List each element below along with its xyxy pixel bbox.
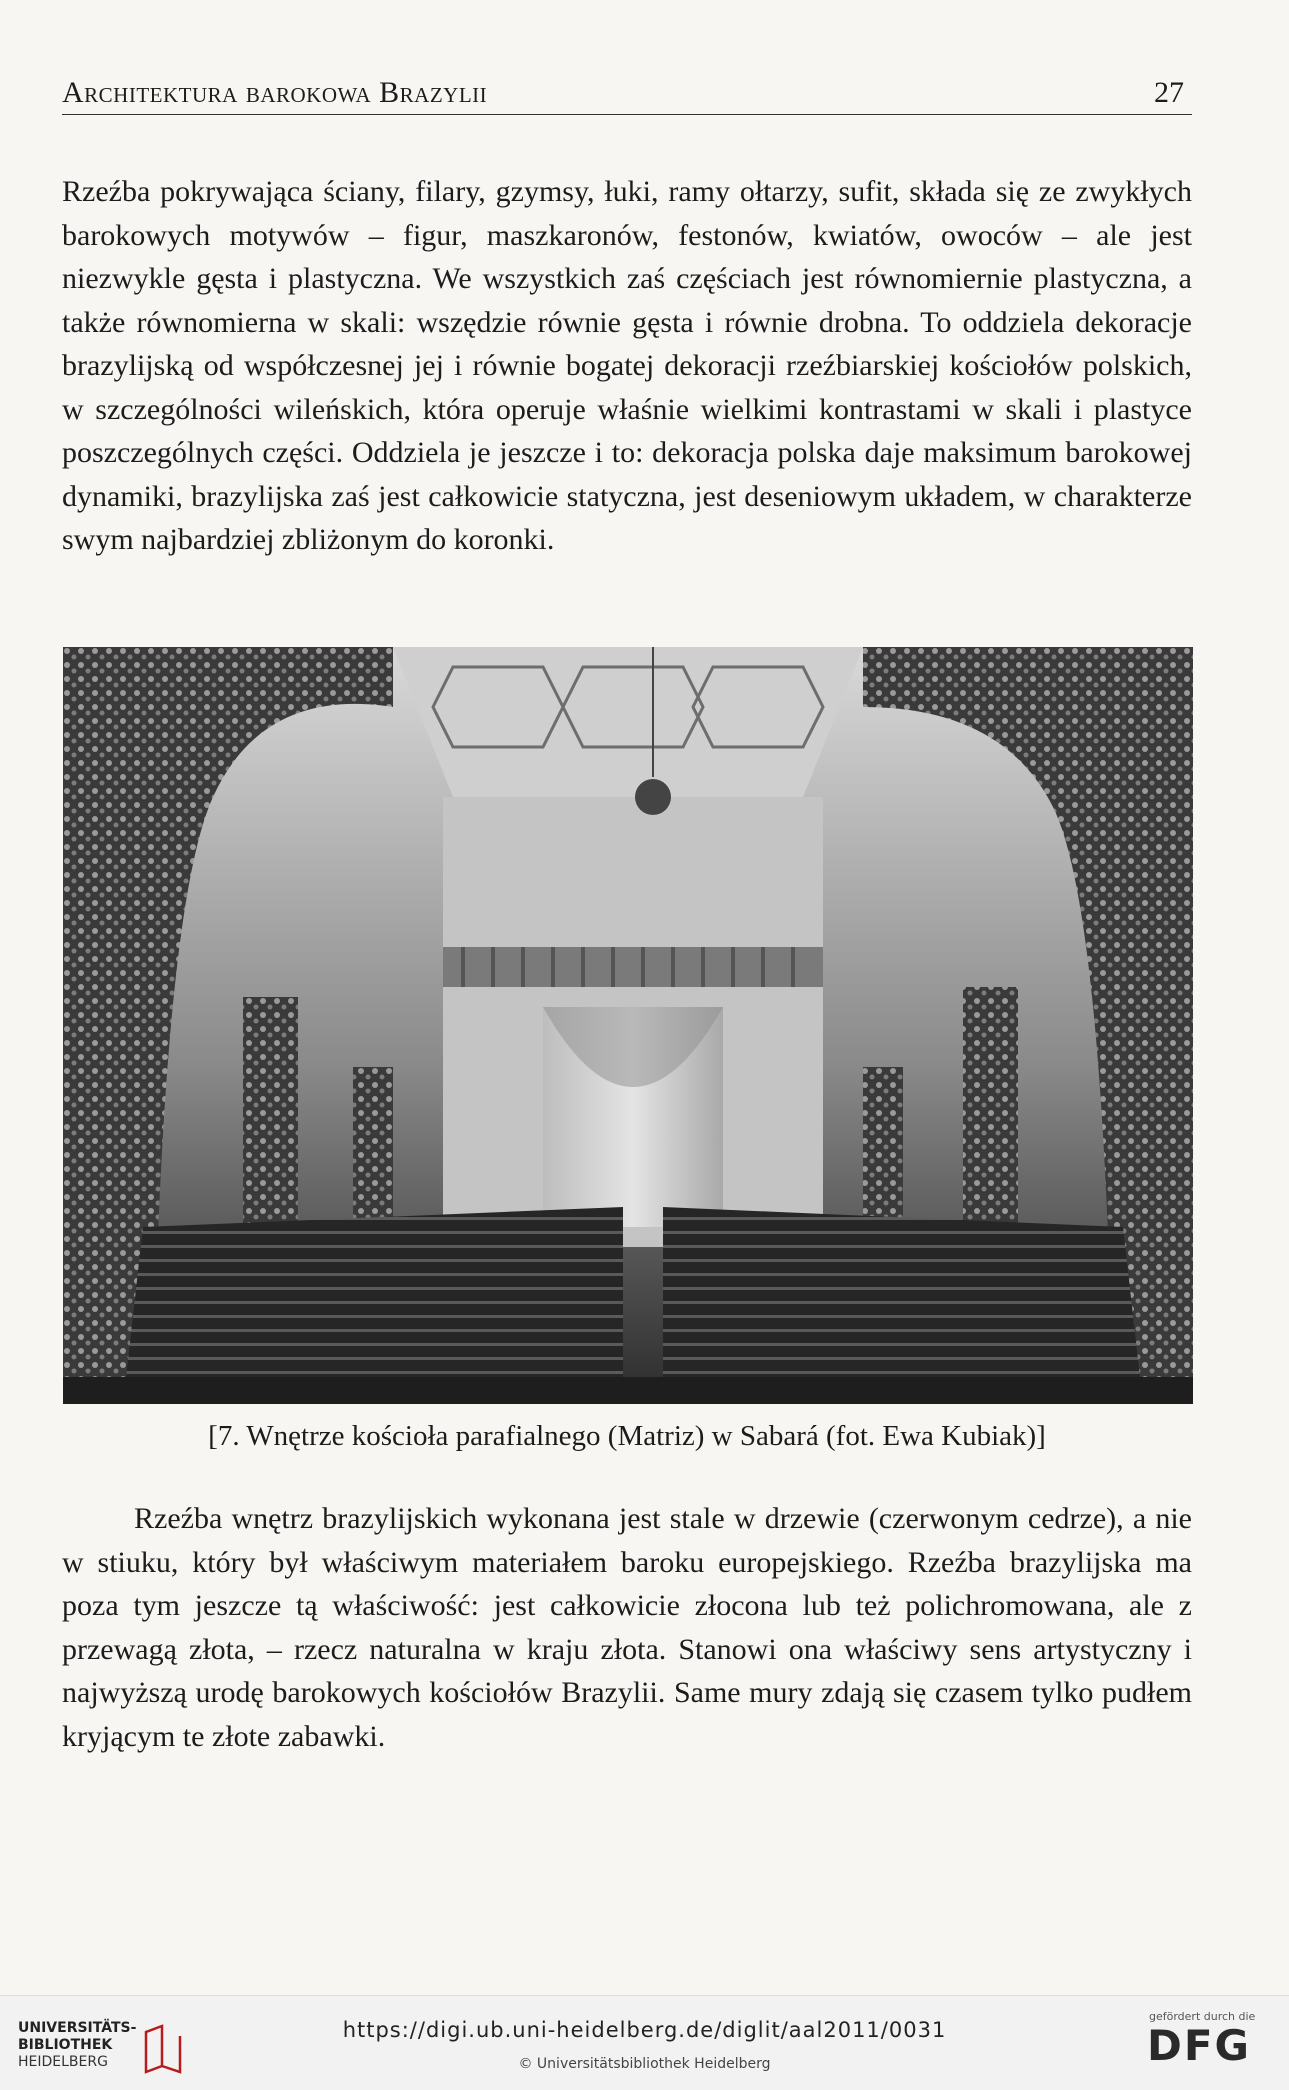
- dfg-wordmark: DFG: [1147, 2021, 1252, 2070]
- running-title: Architektura barokowa Brazylii: [62, 76, 488, 109]
- library-name-line: BIBLIOTHEK: [18, 2037, 113, 2053]
- church-interior-photo: [63, 647, 1193, 1404]
- source-url-link[interactable]: https://digi.ub.uni-heidelberg.de/diglit/aal2011/0031: [342, 2018, 947, 2042]
- running-head: [62, 74, 1192, 115]
- photo-illustration: [63, 647, 1193, 1404]
- page-number: 27: [1154, 76, 1184, 109]
- library-name-line: UNIVERSITÄTS-: [18, 2020, 137, 2036]
- body-paragraph: Rzeźba wnętrz brazylijskich wykonana jest stale w drzewie (czerwonym cedrze), a nie w stiuku, który był właściwym materiałem baroku europejskiego. Rzeźba brazylijska ma poza tym jeszcze tą właściwość: jest całkowicie złocona lub też polichromowana, ale z przewagą złota, – rzecz naturalna w kraju złota. Stanowi ona właściwy sens artystyczny i najwyższą urodę barokowych kościołów Brazylii. Same mury zdają się czasem tylko pudłem kryjącym te złote zabawki.: [62, 1502, 1192, 1753]
- funded-by-text: gefördert durch die: [1149, 2010, 1256, 2023]
- figure-caption: [7. Wnętrze kościoła parafialnego (Matriz) w Sabará (fot. Ewa Kubiak)]: [208, 1420, 1046, 1452]
- copyright-notice: © Universitätsbibliothek Heidelberg: [518, 2056, 771, 2072]
- dfg-logo[interactable]: [1137, 2010, 1267, 2080]
- library-name-line: HEIDELBERG: [18, 2054, 108, 2070]
- body-paragraph: Rzeźba pokrywająca ściany, filary, gzymsy, łuki, ramy ołtarzy, sufit, składa się ze zwykłych barokowych motywów – figur, maszkaronów, festonów, kwiatów, owoców – ale jest niezwykle gęsta i plastyczna. We wszystkich zaś częściach jest równomiernie plastyczna, a także równomierna w skali: wszędzie równie gęsta i równie drobna. To oddziela dekoracje brazylijską od współczesnej jej i równie bogatej dekoracji rzeźbiarskiej kościołów polskich, w szczególności wileńskich, która operuje właśnie wielkimi kontrastami w skali i plastyce poszczególnych części. Oddziela je jeszcze i to: dekoracja polska daje maksimum barokowej dynamiki, brazylijska zaś jest całkowicie statyczna, jest deseniowym układem, w charakterze swym najbardziej zbliżonym do koronki.: [62, 175, 1192, 556]
- digitization-footer: [0, 1995, 1289, 2090]
